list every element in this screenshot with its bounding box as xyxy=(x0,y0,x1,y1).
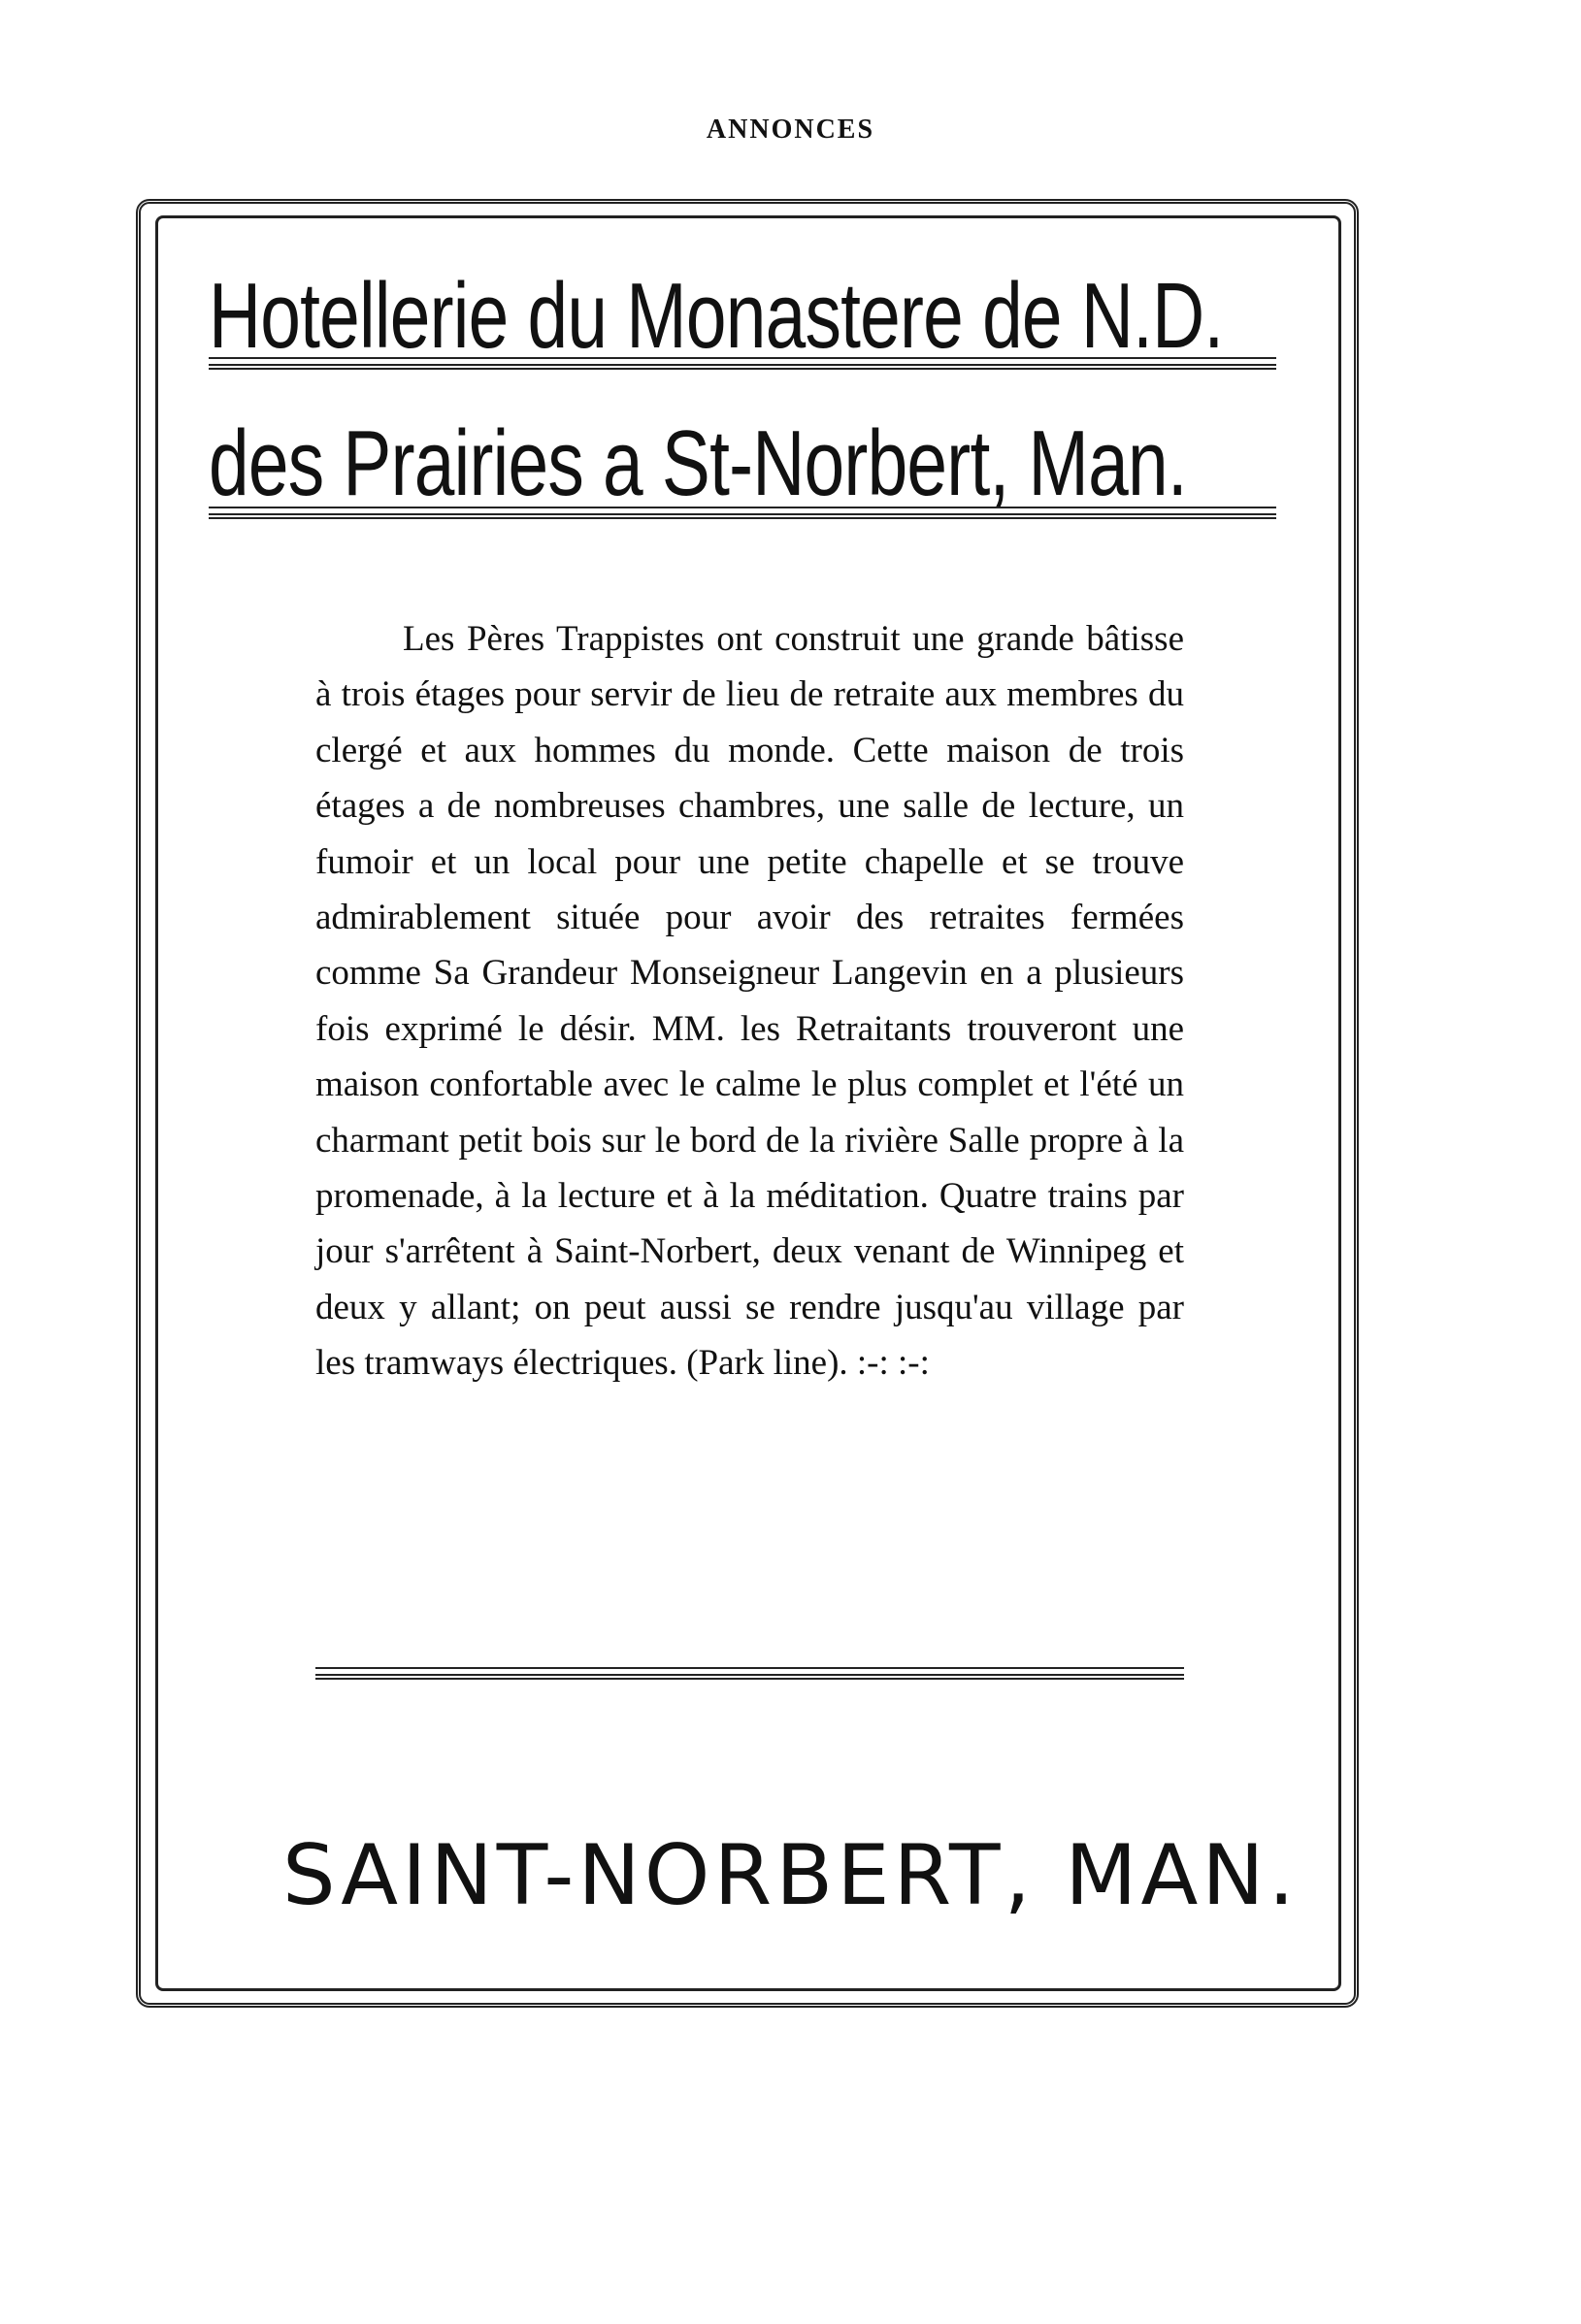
advertisement-title-line-1: Hotellerie du Monastere de N.D. xyxy=(209,264,1224,368)
advertisement-title-line-2: des Prairies a St-Norbert, Man. xyxy=(209,411,1187,515)
running-head: ANNONCES xyxy=(706,115,875,145)
body-divider-rule xyxy=(315,1667,1184,1676)
title-divider-rule-1 xyxy=(209,357,1276,366)
title-divider-rule-2 xyxy=(209,507,1276,515)
advertisement-body-text: Les Pères Trappistes ont construit une grande bâtisse à trois étages pour servir de lieu de retraite aux membres du clergé et aux hommes du monde. Cette maison de trois étages a de nombreuses chambres, une salle de lecture, un fumoir et un local pour une petite chapelle et se trouve admirablement située pour avoir des retraites fermées comme Sa Grandeur Monseigneur Langevin en a plusieurs fois exprimé le désir. MM. les Retraitants trouveront une maison confortable avec le calme le plus complet et l'été un charmant petit bois sur le bord de la rivière Salle propre à la promenade, à la lecture et à la méditation. Quatre trains par jour s'arrêtent à Saint-Norbert, deux venant de Winnipeg et deux y allant; on peut aussi se rendre jusqu'au village par les tramways électriques. (Park line). :-: :-: xyxy=(315,619,1184,1384)
advertisement-footer-location: SAINT-NORBERT, MAN. xyxy=(282,1827,1299,1924)
